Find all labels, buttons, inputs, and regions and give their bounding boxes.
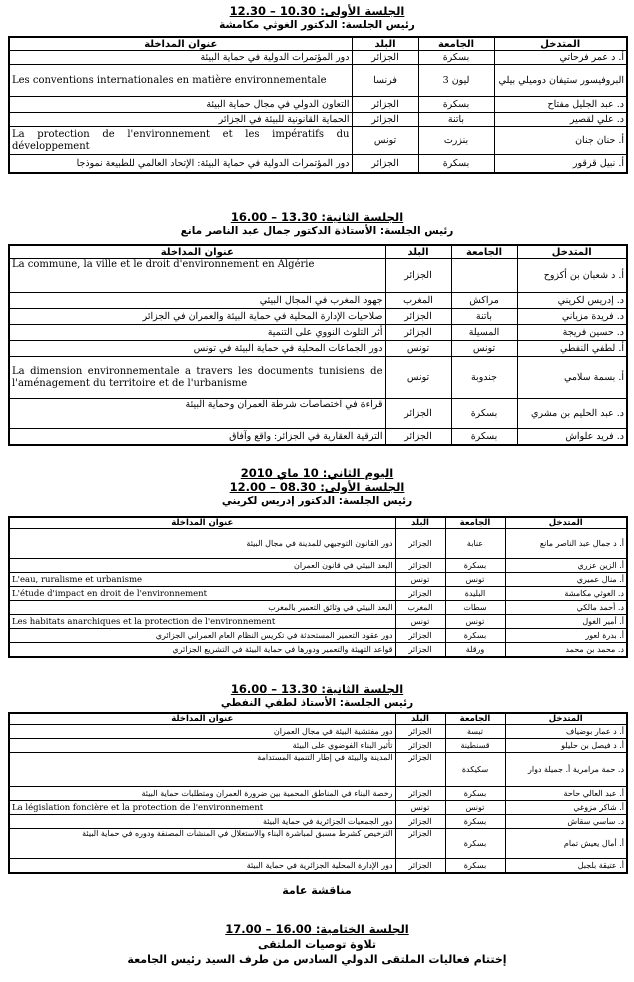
country-cell: تونس xyxy=(395,573,445,587)
table-row xyxy=(9,65,627,97)
country-cell: الجزائر xyxy=(395,739,445,753)
table-row xyxy=(9,113,627,127)
speaker-cell: د. الغوثي مكامشة xyxy=(505,587,627,601)
speaker-cell: د. عبد الحليم بن مشري xyxy=(517,399,627,429)
university-cell: البليدة xyxy=(445,587,505,601)
topic-cell: دور المؤتمرات الدولية في حماية البيئة: الإتحاد العالمي للطبيعة نموذجا xyxy=(9,155,352,173)
country-cell: تونس xyxy=(395,801,445,815)
speaker-cell: أ. حنان جنان xyxy=(494,127,627,155)
header-topic: عنوان المداخلة xyxy=(9,713,395,725)
university-cell: تونس xyxy=(451,341,517,357)
speaker-cell: أ. بسمة سلامي xyxy=(517,357,627,399)
session4-chair: رئيس الجلسة: الأستاذ لطفي النفطي xyxy=(220,697,414,709)
speaker-cell: أ. أمال يعيش تمام xyxy=(505,829,627,859)
header-university: الجامعة xyxy=(445,713,505,725)
country-cell: الجزائر xyxy=(352,97,418,113)
university-cell: بسكرة xyxy=(418,51,494,65)
speaker-cell: د. حسين فريجة xyxy=(517,325,627,341)
session3-title: الجلسة الأولى: 08.30 – 12.00 xyxy=(229,480,405,494)
table-row xyxy=(9,601,627,615)
country-cell: الجزائر xyxy=(352,51,418,65)
university-cell xyxy=(451,259,517,293)
session3-table xyxy=(8,516,628,658)
country-cell: الجزائر xyxy=(395,859,445,873)
speaker-cell: أ. د شعبان بن أكزوح xyxy=(517,259,627,293)
country-cell: الجزائر xyxy=(385,429,451,445)
table-row xyxy=(9,559,627,573)
topic-cell: قواعد التهيئة والتعمير ودورها في حماية البيئة في التشريع الجزائري xyxy=(9,643,395,657)
table-row xyxy=(9,357,627,399)
header-topic: عنوان المداخلة xyxy=(9,37,352,51)
speaker-cell: د. إدريس لكريني xyxy=(517,293,627,309)
table-row xyxy=(9,739,627,753)
country-cell: الجزائر xyxy=(352,155,418,173)
speaker-cell: البروفيسور ستيفان دوميلي بيلي xyxy=(494,65,627,97)
country-cell: الجزائر xyxy=(395,559,445,573)
table-row xyxy=(9,293,627,309)
university-cell: ورقلة xyxy=(445,643,505,657)
topic-cell: صلاحيات الإدارة المحلية في حماية البيئة والعمران في الجزائر xyxy=(9,309,385,325)
speaker-cell: أ. منال عميري xyxy=(505,573,627,587)
table-row xyxy=(9,97,627,113)
university-cell: باتنة xyxy=(451,309,517,325)
general-discussion: مناقشة عامة xyxy=(282,884,352,897)
session2-chair: رئيس الجلسة: الأستاذة الدكتور جمال عبد الناصر مانع xyxy=(180,225,454,237)
speaker-cell: أ. نبيل قرقور xyxy=(494,155,627,173)
university-cell: بنزرت xyxy=(418,127,494,155)
country-cell: الجزائر xyxy=(395,815,445,829)
speaker-cell: د. أحمد مالكي xyxy=(505,601,627,615)
table-row xyxy=(9,51,627,65)
speaker-cell: د. فريد علواش xyxy=(517,429,627,445)
speaker-cell: د. ساسي سقاش xyxy=(505,815,627,829)
table-row xyxy=(9,859,627,873)
table-row xyxy=(9,155,627,173)
topic-cell: أثر التلوث النووي على التنمية xyxy=(9,325,385,341)
header-country: البلد xyxy=(395,517,445,529)
table-row xyxy=(9,399,627,429)
header-speaker: المتدخل xyxy=(505,517,627,529)
topic-cell: Les conventions internationales en matière environnementale xyxy=(9,65,352,97)
country-cell: الجزائر xyxy=(395,829,445,859)
closing-block xyxy=(0,922,634,967)
speaker-cell: أ. الزين عزري xyxy=(505,559,627,573)
country-cell: تونس xyxy=(385,357,451,399)
university-cell: ليون 3 xyxy=(418,65,494,97)
country-cell: المغرب xyxy=(385,293,451,309)
speaker-cell: أ. عتيقة بلجبل xyxy=(505,859,627,873)
session4-title: الجلسة الثانية: 13.30 – 16.00 xyxy=(230,682,404,696)
topic-cell: La protection de l'environnement et les impératifs du développement xyxy=(9,127,352,155)
topic-cell: La dimension environnementale a travers les documents tunisiens de l'aménagement du territoire et de l'urbanisme xyxy=(9,357,385,399)
table-row xyxy=(9,529,627,559)
header-speaker: المتدخل xyxy=(494,37,627,51)
university-cell: بسكرة xyxy=(451,399,517,429)
table-row xyxy=(9,259,627,293)
university-cell: سطات xyxy=(445,601,505,615)
topic-cell: المدينة والبيئة في إطار التنمية المستدامة xyxy=(9,753,395,787)
day2-title: اليوم الثاني: 10 ماي 2010 xyxy=(240,466,394,480)
university-cell: المسيلة xyxy=(451,325,517,341)
university-cell: تبسة xyxy=(445,725,505,739)
country-cell: الجزائر xyxy=(385,259,451,293)
closing-line1: تلاوة توصيات الملتقى xyxy=(257,938,377,951)
session1-heading xyxy=(0,4,634,32)
speaker-cell: أ. بدرة لعور xyxy=(505,629,627,643)
header-university: الجامعة xyxy=(418,37,494,51)
session1-table xyxy=(8,36,628,174)
speaker-cell: أ. أمير الغول xyxy=(505,615,627,629)
table-row xyxy=(9,615,627,629)
country-cell: الجزائر xyxy=(352,113,418,127)
table-row xyxy=(9,325,627,341)
table-row xyxy=(9,725,627,739)
university-cell: تونس xyxy=(445,801,505,815)
country-cell: الجزائر xyxy=(395,629,445,643)
table-row xyxy=(9,643,627,657)
university-cell: مراكش xyxy=(451,293,517,309)
table-row xyxy=(9,309,627,325)
country-cell: فرنسا xyxy=(352,65,418,97)
table-row xyxy=(9,787,627,801)
speaker-cell: أ. د فيصل بن حليلو xyxy=(505,739,627,753)
session4-heading xyxy=(0,682,634,710)
topic-cell: La commune, la ville et le droit d'environnement en Algérie xyxy=(9,259,385,293)
session2-table xyxy=(8,244,628,446)
topic-cell: دور الجمعيات الجزائرية في حماية البيئة xyxy=(9,815,395,829)
header-speaker: المتدخل xyxy=(517,245,627,259)
university-cell: بسكرة xyxy=(445,787,505,801)
table-row xyxy=(9,629,627,643)
country-cell: الجزائر xyxy=(395,753,445,787)
header-country: البلد xyxy=(385,245,451,259)
country-cell: الجزائر xyxy=(385,399,451,429)
topic-cell: دور المؤتمرات الدولية في حماية البيئة xyxy=(9,51,352,65)
university-cell: جندوبة xyxy=(451,357,517,399)
topic-cell: تأثير البناء الفوضوي على البيئة xyxy=(9,739,395,753)
table-header-row xyxy=(9,713,627,725)
speaker-cell: أ. لطفي النفطي xyxy=(517,341,627,357)
closing-line2: إختتام فعاليات الملتقى الدولي السادس من طرف السيد رئيس الجامعة xyxy=(127,953,507,966)
table-row xyxy=(9,127,627,155)
university-cell: عنابة xyxy=(445,529,505,559)
country-cell: تونس xyxy=(395,615,445,629)
country-cell: الجزائر xyxy=(385,325,451,341)
university-cell: بسكرة xyxy=(418,97,494,113)
university-cell: سكيكدة xyxy=(445,753,505,787)
header-speaker: المتدخل xyxy=(505,713,627,725)
table-row xyxy=(9,801,627,815)
speaker-cell: أ. د جمال عبد الناصر مانع xyxy=(505,529,627,559)
session4-table xyxy=(8,712,628,874)
country-cell: الجزائر xyxy=(385,309,451,325)
university-cell: باتنة xyxy=(418,113,494,127)
closing-title: الجلسة الختامية: 16.00 – 17.00 xyxy=(225,922,409,936)
header-topic: عنوان المداخلة xyxy=(9,517,395,529)
speaker-cell: د. علي لقصير xyxy=(494,113,627,127)
speaker-cell: أ. د عمار بوضياف xyxy=(505,725,627,739)
topic-cell: رخصة البناء في المناطق المحمية بين ضرورة العمران ومتطلبات حماية البيئة xyxy=(9,787,395,801)
university-cell: بسكرة xyxy=(445,859,505,873)
session2-title: الجلسة الثانية: 13.30 – 16.00 xyxy=(230,210,404,224)
topic-cell: البعد البيئي في وثائق التعمير بالمغرب xyxy=(9,601,395,615)
topic-cell: الترخيص كشرط مسبق لمباشرة البناء والاستغلال في المنشآت المصنفة ودوره في حماية البيئة xyxy=(9,829,395,859)
speaker-cell: أ. شاكر مزوغي xyxy=(505,801,627,815)
university-cell: بسكرة xyxy=(445,815,505,829)
topic-cell: La législation foncière et la protection de l'environnement xyxy=(9,801,395,815)
table-row xyxy=(9,753,627,787)
table-header-row xyxy=(9,245,627,259)
session3-heading xyxy=(0,466,634,508)
table-row xyxy=(9,429,627,445)
country-cell: الجزائر xyxy=(395,643,445,657)
university-cell: تونس xyxy=(445,573,505,587)
topic-cell: دور الإدارة المحلية الجزائرية في حماية البيئة xyxy=(9,859,395,873)
header-university: الجامعة xyxy=(445,517,505,529)
table-row xyxy=(9,341,627,357)
header-country: البلد xyxy=(395,713,445,725)
topic-cell: قراءة في اختصاصات شرطة العمران وحماية البيئة xyxy=(9,399,385,429)
university-cell: بسكرة xyxy=(445,559,505,573)
speaker-cell: أ. د عمر فرحاتي xyxy=(494,51,627,65)
header-university: الجامعة xyxy=(451,245,517,259)
university-cell: بسكرة xyxy=(445,629,505,643)
country-cell: الجزائر xyxy=(395,529,445,559)
topic-cell: الحماية القانونية للبيئة في الجزائر xyxy=(9,113,352,127)
table-row xyxy=(9,815,627,829)
table-header-row xyxy=(9,37,627,51)
speaker-cell: د. حمة مرامرية أ. جميلة دوار xyxy=(505,753,627,787)
topic-cell: دور عقود التعمير المستحدثة في تكريس النظام العام العمراني الجزائري xyxy=(9,629,395,643)
university-cell: بسكرة xyxy=(451,429,517,445)
topic-cell: البعد البيئي في قانون العمران xyxy=(9,559,395,573)
topic-cell: دور مفتشية البيئة في مجال العمران xyxy=(9,725,395,739)
topic-cell: جهود المغرب في المجال البيئي xyxy=(9,293,385,309)
university-cell: تونس xyxy=(445,615,505,629)
topic-cell: Les habitats anarchiques et la protection de l'environnement xyxy=(9,615,395,629)
topic-cell: التعاون الدولي في مجال حماية البيئة xyxy=(9,97,352,113)
table-row xyxy=(9,829,627,859)
speaker-cell: د. فريدة مزياني xyxy=(517,309,627,325)
university-cell: قسنطينة xyxy=(445,739,505,753)
country-cell: الجزائر xyxy=(395,787,445,801)
header-topic: عنوان المداخلة xyxy=(9,245,385,259)
session1-title: الجلسة الأولى: 10.30 – 12.30 xyxy=(229,4,405,18)
table-header-row xyxy=(9,517,627,529)
topic-cell: دور الجماعات المحلية في حماية البيئة في تونس xyxy=(9,341,385,357)
university-cell: بسكرة xyxy=(445,829,505,859)
speaker-cell: د. محمد بن محمد xyxy=(505,643,627,657)
country-cell: الجزائر xyxy=(395,725,445,739)
country-cell: تونس xyxy=(385,341,451,357)
university-cell: بسكرة xyxy=(418,155,494,173)
table-row xyxy=(9,587,627,601)
topic-cell: الترقية العقارية في الجزائر: واقع وآفاق xyxy=(9,429,385,445)
session1-chair: رئيس الجلسة: الدكتور الغوثي مكامشة xyxy=(219,19,415,31)
topic-cell: L'eau, ruralisme et urbanisme xyxy=(9,573,395,587)
speaker-cell: أ. عبد العالي حاحة xyxy=(505,787,627,801)
session2-heading xyxy=(0,210,634,238)
topic-cell: L'étude d'impact en droit de l'environnement xyxy=(9,587,395,601)
topic-cell: دور القانون التوجيهي للمدينة في مجال البيئة xyxy=(9,529,395,559)
country-cell: تونس xyxy=(352,127,418,155)
session3-chair: رئيس الجلسة: الدكتور إدريس لكريني xyxy=(221,495,413,507)
country-cell: المغرب xyxy=(395,601,445,615)
table-row xyxy=(9,573,627,587)
header-country: البلد xyxy=(352,37,418,51)
speaker-cell: د. عبد الجليل مفتاح xyxy=(494,97,627,113)
country-cell: الجزائر xyxy=(395,587,445,601)
